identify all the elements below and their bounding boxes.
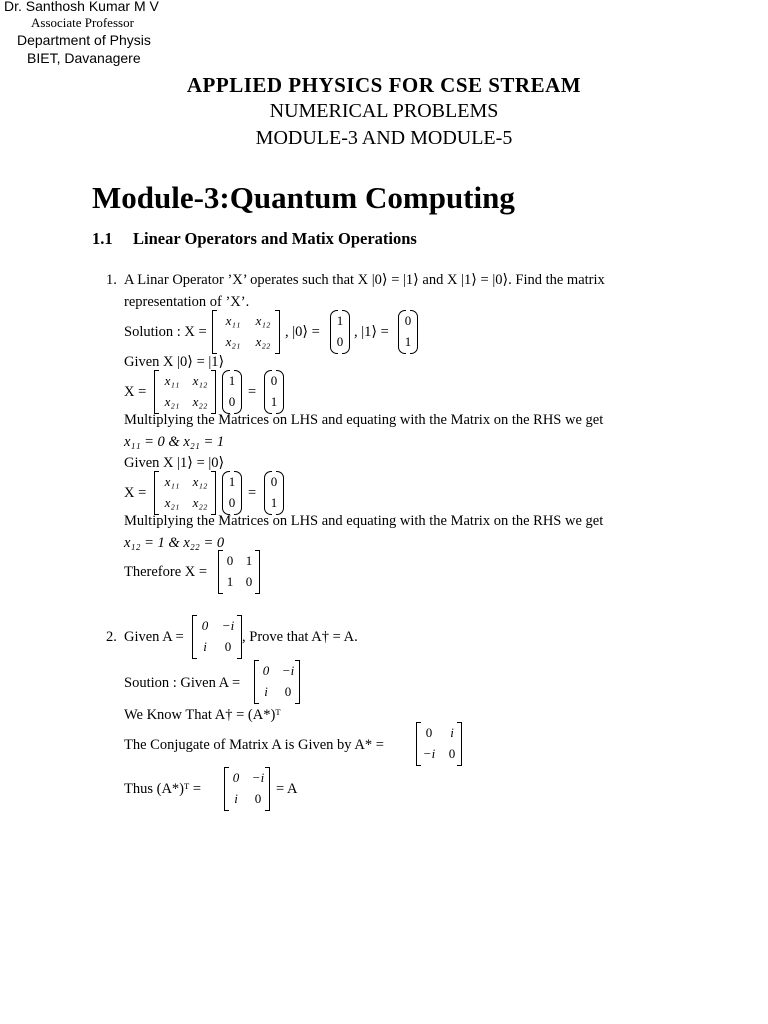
document-subtitle-2: MODULE-3 AND MODULE-5	[255, 127, 513, 149]
section-number: 1.1	[92, 229, 113, 248]
vector-ket1: 0 1	[398, 310, 418, 354]
problem-2-prove: , Prove that A† = A.	[242, 629, 358, 645]
x-eq-label-2: X =	[124, 485, 147, 501]
problem-2-solution-given: Soution : Given A =	[124, 675, 241, 691]
vector-ket1-step-2: 0 1	[264, 471, 284, 515]
vector-ket0-step-2: 1 0	[222, 471, 242, 515]
matrix-a-solution: 0 −i i 0	[254, 660, 300, 704]
result-2: x₁₂ = 1 & x₂₂ = 0	[124, 535, 225, 551]
problem-1-statement-cont: representation of ’X’.	[124, 294, 250, 310]
module-heading: Module-3:Quantum Computing	[92, 180, 515, 215]
problem-2-thus: Thus (A*)ᵀ =	[124, 781, 202, 797]
problem-2-conjugate: The Conjugate of Matrix A is Given by A* =	[124, 737, 384, 753]
author-department: Department of Physis	[17, 32, 151, 48]
matrix-x-step-2: x₁₁ x₁₂ x₂₁ x₂₂	[154, 471, 216, 515]
x-eq-label-1: X =	[124, 384, 147, 400]
matrix-x-step-1: x₁₁ x₁₂ x₂₁ x₂₂	[154, 370, 216, 414]
problem-1-statement: A Linar Operator ’X’ operates such that X |0⟩ = |1⟩ and X |1⟩ = |0⟩. Find the matrix	[124, 272, 605, 288]
matrix-a: 0 −i i 0	[192, 615, 242, 659]
multiply-text-1: Multiplying the Matrices on LHS and equating with the Matrix on the RHS we get	[124, 412, 604, 428]
author-name: Dr. Santhosh Kumar M V	[4, 0, 159, 14]
matrix-a-conjugate: 0 i −i 0	[416, 722, 462, 766]
matrix-x-final: 0 1 1 0	[218, 550, 260, 594]
therefore-label: Therefore X =	[124, 564, 208, 580]
equals-2: =	[248, 485, 257, 501]
given-1: Given X |0⟩ = |1⟩	[124, 354, 225, 370]
ket1-label: , |1⟩ =	[354, 324, 389, 340]
vector-ket1-step-1: 0 1	[264, 370, 284, 414]
section-title: Linear Operators and Matix Operations	[133, 229, 417, 248]
problem-2-we-know: We Know That A† = (A*)ᵀ	[124, 707, 281, 723]
ket0-label: , |0⟩ =	[285, 324, 320, 340]
author-institute: BIET, Davanagere	[27, 50, 141, 66]
vector-ket0: 1 0	[330, 310, 350, 354]
matrix-a-transpose: 0 −i i 0	[224, 767, 270, 811]
solution-label: Solution : X =	[124, 324, 207, 340]
matrix-x-general: x₁₁ x₁₂ x₂₁ x₂₂	[212, 310, 280, 354]
equals-1: =	[248, 384, 257, 400]
multiply-text-2: Multiplying the Matrices on LHS and equating with the Matrix on the RHS we get	[124, 513, 604, 529]
author-position: Associate Professor	[31, 15, 134, 30]
result-1: x₁₁ = 0 & x₂₁ = 1	[124, 434, 225, 450]
problem-2-number: 2.	[106, 629, 117, 645]
problem-1-number: 1.	[106, 272, 117, 288]
given-2: Given X |1⟩ = |0⟩	[124, 455, 225, 471]
document-title: APPLIED PHYSICS FOR CSE STREAM	[186, 73, 582, 97]
problem-2-given: Given A =	[124, 629, 184, 645]
problem-2-equals-a: = A	[276, 781, 298, 797]
vector-ket0-step-1: 1 0	[222, 370, 242, 414]
document-subtitle-1: NUMERICAL PROBLEMS	[269, 100, 499, 122]
